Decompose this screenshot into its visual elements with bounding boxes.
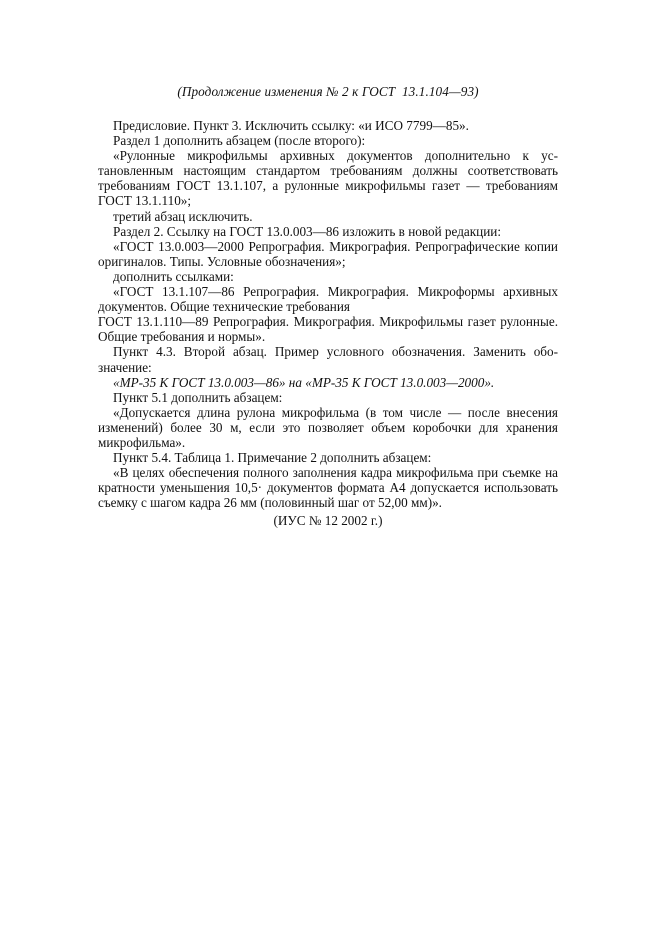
paragraph-preface-clause: Предисловие. Пункт 3. Исключить ссылку: «и ИСО 7799—85». xyxy=(113,118,469,133)
paragraph-designation-replacement: «МР-35 К ГОСТ 13.0.003—86» на «МР-35 К ГОСТ 13.0.003—2000». xyxy=(113,374,495,390)
paragraph-add-references: дополнить ссылками: xyxy=(113,268,234,284)
paragraph-gost-13-1-107-86: «ГОСТ 13.1.107—86 Репрография. Микрография. Микроформы архивных документов. Общие технические требования xyxy=(98,284,558,315)
document-header: (Продолжение изменения № 2 к ГОСТ 13.1.104—93) xyxy=(177,84,479,99)
document-body xyxy=(98,118,558,510)
paragraph-rolled-microfilms: «Рулонные микрофильмы архивных документов дополнительно к установленным настоящим стандартом требованиям должны соответствовать требованиям ГОСТ 13.1.107, а рулонные микрофильмы газет — требованиям ГОСТ 13.1.110»; xyxy=(98,148,558,209)
paragraph-clause-5-4: Пункт 5.4. Таблица 1. Примечание 2 дополнить абзацем: xyxy=(113,450,432,466)
document-footer: (ИУС № 12 2002 г.) xyxy=(273,513,383,528)
paragraph-clause-4-3: Пункт 4.3. Второй абзац. Пример условного обозначения. Заменить обозначение: xyxy=(98,344,558,375)
paragraph-frame-pitch: «В целях обеспечения полного заполнения кадра микрофильма при съемке на кратности уменьшения 10,5· документов формата А4 допускается использовать съемку с шагом кадра 26 мм (половинный шаг от 52,00 мм)». xyxy=(98,465,558,511)
paragraph-clause-5-1: Пункт 5.1 дополнить абзацем: xyxy=(113,389,283,405)
paragraph-third-clause-removal: третий абзац исключить. xyxy=(113,208,253,224)
paragraph-section1-addition: Раздел 1 дополнить абзацем (после второго): xyxy=(113,133,366,149)
paragraph-section2-reference: Раздел 2. Ссылку на ГОСТ 13.0.003—86 изложить в новой редакции: xyxy=(113,223,502,239)
paragraph-gost-13-0-003-2000: «ГОСТ 13.0.003—2000 Репрография. Микрография. Репрографические копии оригиналов. Типы. Условные обозначения»; xyxy=(98,238,558,269)
paragraph-gost-13-1-110-89: ГОСТ 13.1.110—89 Репрография. Микрография. Микрофильмы газет рулонные. Общие требования и нормы». xyxy=(98,314,558,345)
paragraph-roll-length: «Допускается длина рулона микрофильма (в том числе — после внесения изменений) более 30 м, если это позволяет объем коробочки для хранения микрофильма». xyxy=(98,404,558,450)
